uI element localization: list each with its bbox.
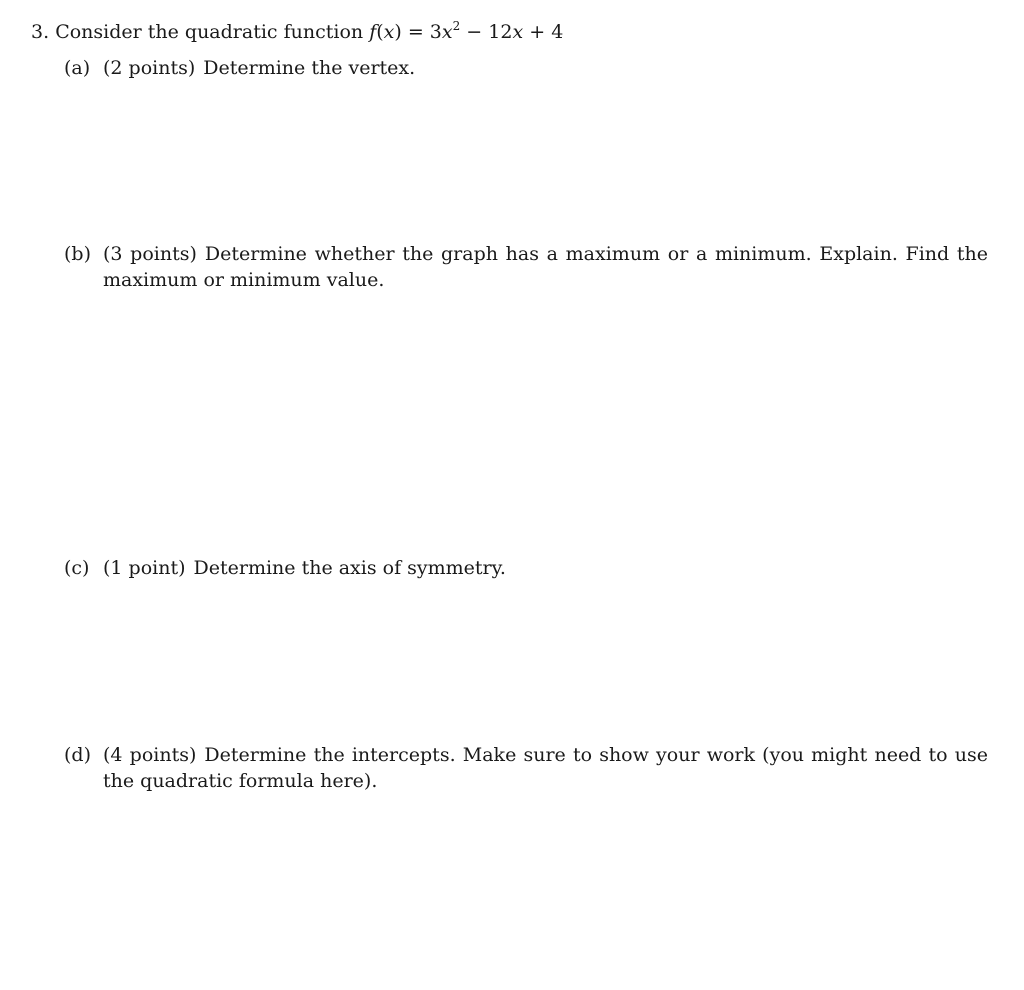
- part-b: [64, 241, 988, 293]
- part-a: [64, 55, 988, 81]
- part-label: (c): [64, 557, 90, 579]
- question-intro: Consider the quadratic function: [55, 21, 364, 43]
- part-body: [103, 55, 988, 81]
- term-variable-linear: x: [512, 21, 524, 43]
- part-label: (a): [64, 57, 91, 79]
- part-text: Determine whether the graph has a maximum or a minimum. Explain. Find the maximum or minimum value.: [103, 243, 988, 291]
- part-body: [103, 555, 988, 581]
- term-variable: x: [441, 21, 453, 43]
- function-expression: $f(x) = 3x^2 - 12x + 4$: [369, 19, 564, 43]
- part-body: [103, 241, 988, 293]
- coefficient-b: 12: [488, 21, 513, 43]
- part-c: [64, 555, 988, 581]
- part-label: (d): [64, 744, 91, 766]
- question-number: 3.: [31, 21, 50, 43]
- part-text: Determine the axis of symmetry.: [193, 557, 506, 579]
- part-text: Determine the intercepts. Make sure to show your work (you might need to use the quadratic formula here).: [103, 744, 988, 792]
- part-points: (4 points): [103, 744, 197, 766]
- constant-c: 4: [551, 21, 564, 43]
- question-header: [31, 19, 563, 45]
- part-d: [64, 742, 988, 794]
- part-body: [103, 742, 988, 794]
- exponent: 2: [452, 19, 461, 33]
- part-label: (b): [64, 243, 91, 265]
- part-text: Determine the vertex.: [203, 57, 416, 79]
- function-name: f: [369, 21, 377, 43]
- part-points: (3 points): [103, 243, 197, 265]
- operator-minus: −: [466, 21, 483, 43]
- operator-plus: +: [529, 21, 546, 43]
- coefficient-a: 3: [429, 21, 442, 43]
- part-points: (1 point): [103, 557, 186, 579]
- part-points: (2 points): [103, 57, 196, 79]
- function-variable: x: [383, 21, 395, 43]
